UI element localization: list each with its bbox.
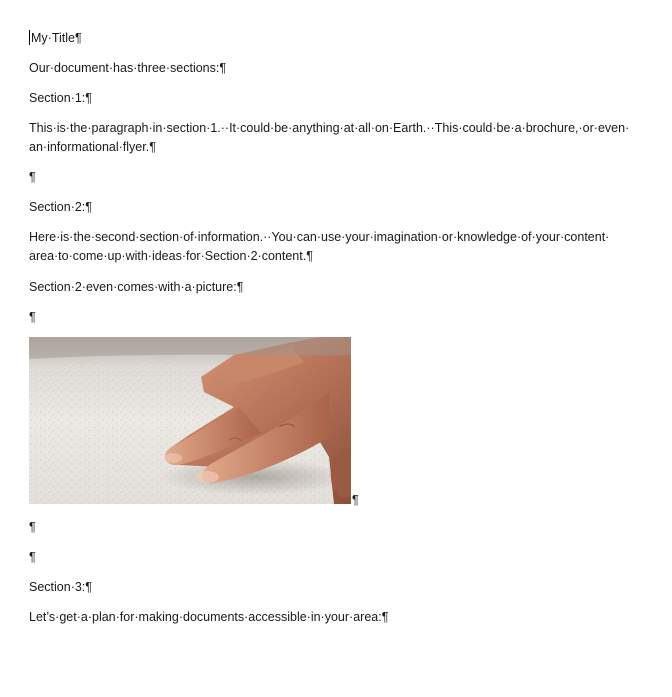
section-2-paragraph-line-1[interactable]: Here·is·the·second·section·of·information.··You·can·use·your·imagination·or·knowledge·of·your·content· <box>29 230 610 244</box>
braille-reading-photo[interactable] <box>29 337 351 504</box>
section-3-paragraph[interactable]: Let’s·get·a·plan·for·making·documents·accessible·in·your·area:¶ <box>29 610 389 624</box>
section-1-paragraph-line-1[interactable]: This·is·the·paragraph·in·section·1.··It·could·be·anything·at·all·on·Earth.··This·could·be·a·brochure,·or·even· <box>29 121 630 135</box>
empty-paragraph[interactable]: ¶ <box>29 520 36 534</box>
section-1-heading[interactable]: Section·1:¶ <box>29 91 92 105</box>
section-1-paragraph-line-2[interactable]: an·informational·flyer.¶ <box>29 140 156 154</box>
braille-hand-illustration <box>29 337 351 504</box>
picture-intro-paragraph[interactable]: Section·2·even·comes·with·a·picture:¶ <box>29 280 244 294</box>
text-cursor <box>29 30 30 45</box>
picture-paragraph-mark: ¶ <box>352 493 359 507</box>
section-2-paragraph-line-2[interactable]: area·to·come·up·with·ideas·for·Section·2·content.¶ <box>29 249 313 263</box>
empty-paragraph[interactable]: ¶ <box>29 310 36 324</box>
document-title[interactable] <box>29 28 82 48</box>
section-3-heading[interactable]: Section·3:¶ <box>29 580 92 594</box>
empty-paragraph[interactable]: ¶ <box>29 550 36 564</box>
title-text: My·Title¶ <box>31 31 82 45</box>
empty-paragraph[interactable]: ¶ <box>29 170 36 184</box>
intro-paragraph[interactable]: Our·document·has·three·sections:¶ <box>29 61 227 75</box>
section-2-heading[interactable]: Section·2:¶ <box>29 200 92 214</box>
